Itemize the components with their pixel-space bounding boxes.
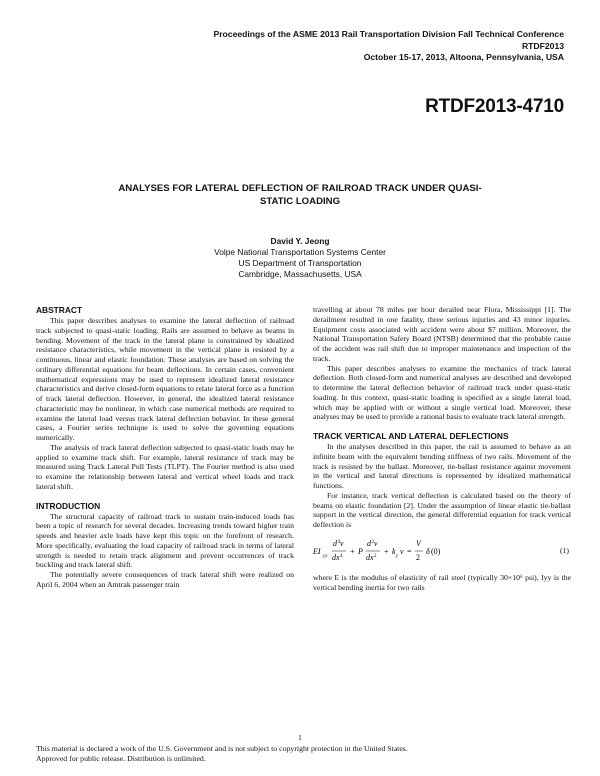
abstract-paragraph: The analysis of track lateral deflection subjected to quasi-static loads may be applied to examine track shift. For example, lateral resistance of track may be measured using Track Lateral Pull Tests (TLPT). The Fourier method is also used to examine the relationship between lateral and vertical wheel loads and track lateral shift.	[36, 442, 294, 491]
left-column	[36, 305, 294, 590]
svg-text:v: v	[400, 546, 404, 556]
svg-text:(0): (0)	[431, 546, 441, 556]
svg-text:k: k	[392, 546, 396, 556]
conference-header	[213, 29, 564, 64]
svg-text:P: P	[358, 546, 363, 556]
equation-formula	[313, 536, 523, 568]
svg-text:4: 4	[337, 539, 340, 545]
author-name: David Y. Jeong	[270, 236, 330, 246]
footer-line: Approved for public release. Distribution is unlimited.	[36, 754, 206, 763]
svg-text:v: v	[374, 538, 378, 548]
svg-text:4: 4	[340, 553, 343, 559]
abstract-paragraph: This paper describes analyses to examine the lateral deflection of railroad track subjected to quasi-static loading. Rails are assumed to behave as beams in bending. Movement of the track in the lateral plane is constrained by idealized resistance characteristics, while movement in the vertical plane is resisted by a continuous, linear and elastic foundation. These analyses are based on solving the ordinary differential equations for beam deflections. In certain cases, convenient mathematical expressions may be used to represent idealized lateral resistance characteristics and derive closed-form equations to relate lateral force as a function of track lateral deflection. However, in general, the idealized lateral resistance characteristic may be nonlinear, in which case numerical methods are required to examine the lateral load versus track lateral deflection behavior. In these general cases, a Fourier series technique is used to solve the governing equations numerically.	[36, 316, 294, 442]
introduction-heading: INTRODUCTION	[36, 500, 101, 511]
body-paragraph: where E is the modulus of elasticity of rail steel (typically 30×10⁶ psi), Iyy is the vertical bending inertia for two rails	[313, 572, 571, 592]
svg-text:+: +	[350, 546, 355, 556]
page-number: 1	[298, 733, 302, 742]
svg-text:=: =	[407, 546, 412, 556]
equation-number: (1)	[559, 545, 569, 555]
svg-text:2: 2	[374, 553, 377, 559]
body-paragraph: travelling at about 78 miles per hour derailed near Flora, Mississippi [1]. The derailment resulted in one fatality, three serious injuries and 43 minor injuries. Equipment costs associated with accident were about $7 million. Moreover, the National Transportation Safety Board (NTSB) determined that the probable cause of the accident was rail shift due to improper maintenance and inspection of the track.	[313, 305, 571, 363]
svg-text:dx: dx	[332, 552, 340, 562]
svg-text:y: y	[396, 553, 399, 559]
svg-text:d: d	[367, 538, 371, 548]
author-affiliation: Volpe National Transportation Systems Center	[214, 247, 386, 257]
title-line: ANALYSES FOR LATERAL DEFLECTION OF RAILROAD TRACK UNDER QUASI-	[118, 183, 482, 194]
footer-line: This material is declared a work of the U.S. Government and is not subject to copyright protection in the United States.	[36, 744, 408, 753]
svg-text:v: v	[340, 538, 344, 548]
introduction-paragraph: The potentially severe consequences of track lateral shift were realized on April 6, 2004 when an Amtrak passenger train	[36, 570, 294, 589]
conference-name: Proceedings of the ASME 2013 Rail Transportation Division Fall Technical Conference	[213, 29, 564, 39]
svg-text:δ: δ	[426, 546, 430, 556]
section-heading: TRACK VERTICAL AND LATERAL DEFLECTIONS	[313, 431, 509, 441]
equation-1	[313, 536, 571, 568]
author-affiliation: Cambridge, Massachusetts, USA	[238, 269, 362, 279]
title-line: STATIC LOADING	[259, 196, 341, 207]
body-paragraph: In the analyses described in this paper, the rail is assumed to behave as an infinite beam with the equivalent bending stiffness of two rails. Movement of the track is resisted by the ballast. Moreover, tie-ballast resistance against movement in the vertical and lateral directions is represented by idealized mathematical functions.	[313, 442, 571, 490]
svg-text:V: V	[416, 538, 421, 548]
svg-text:d: d	[333, 538, 337, 548]
svg-text:2: 2	[371, 539, 374, 545]
paper-title	[90, 182, 510, 208]
svg-text:+: +	[384, 546, 389, 556]
svg-text:2: 2	[416, 552, 420, 562]
author-affiliation: US Department of Transportation	[238, 258, 362, 268]
right-column	[313, 305, 571, 592]
body-paragraph: For instance, track vertical deflection is calculated based on the theory of beams on elastic foundation [2]. Under the assumption of linear elastic tie-ballast support in the vertical direction, the general differential equation for track vertical deflection is	[313, 490, 571, 529]
introduction-paragraph: The structural capacity of railroad track to sustain train-induced loads has been a topic of research for several decades. Increasing trends toward higher train speeds and heavier axle loads have kept this topic on the forefront of research. More specifically, evaluating the load capacity of railroad track in terms of lateral strength is needed to retain track alignment and prevent occurrences of track buckling and track lateral shift.	[36, 511, 294, 570]
author-block	[150, 236, 450, 280]
svg-text:EI: EI	[313, 546, 321, 556]
abstract-heading: ABSTRACT	[36, 305, 83, 315]
paper-id: RTDF2013-4710	[425, 96, 564, 117]
conference-code: RTDF2013	[521, 40, 564, 51]
body-paragraph: This paper describes analyses to examine the mechanics of track lateral deflection. Both closed-form and numerical analyses are described and developed to determine the lateral deflection behavior of railroad track under quasi-static loading. In this context, quasi-static loading is specified as a single lateral load, which may be applied with or without a single vertical load. Moreover, these analyses may be used to provide a rational basis to evaluate track lateral strength.	[313, 363, 571, 422]
svg-text:dx: dx	[366, 552, 374, 562]
conference-dates: October 15-17, 2013, Altoona, Pennsylvania, USA	[363, 52, 564, 62]
svg-text:yy: yy	[323, 553, 328, 559]
copyright-footer	[36, 744, 408, 764]
